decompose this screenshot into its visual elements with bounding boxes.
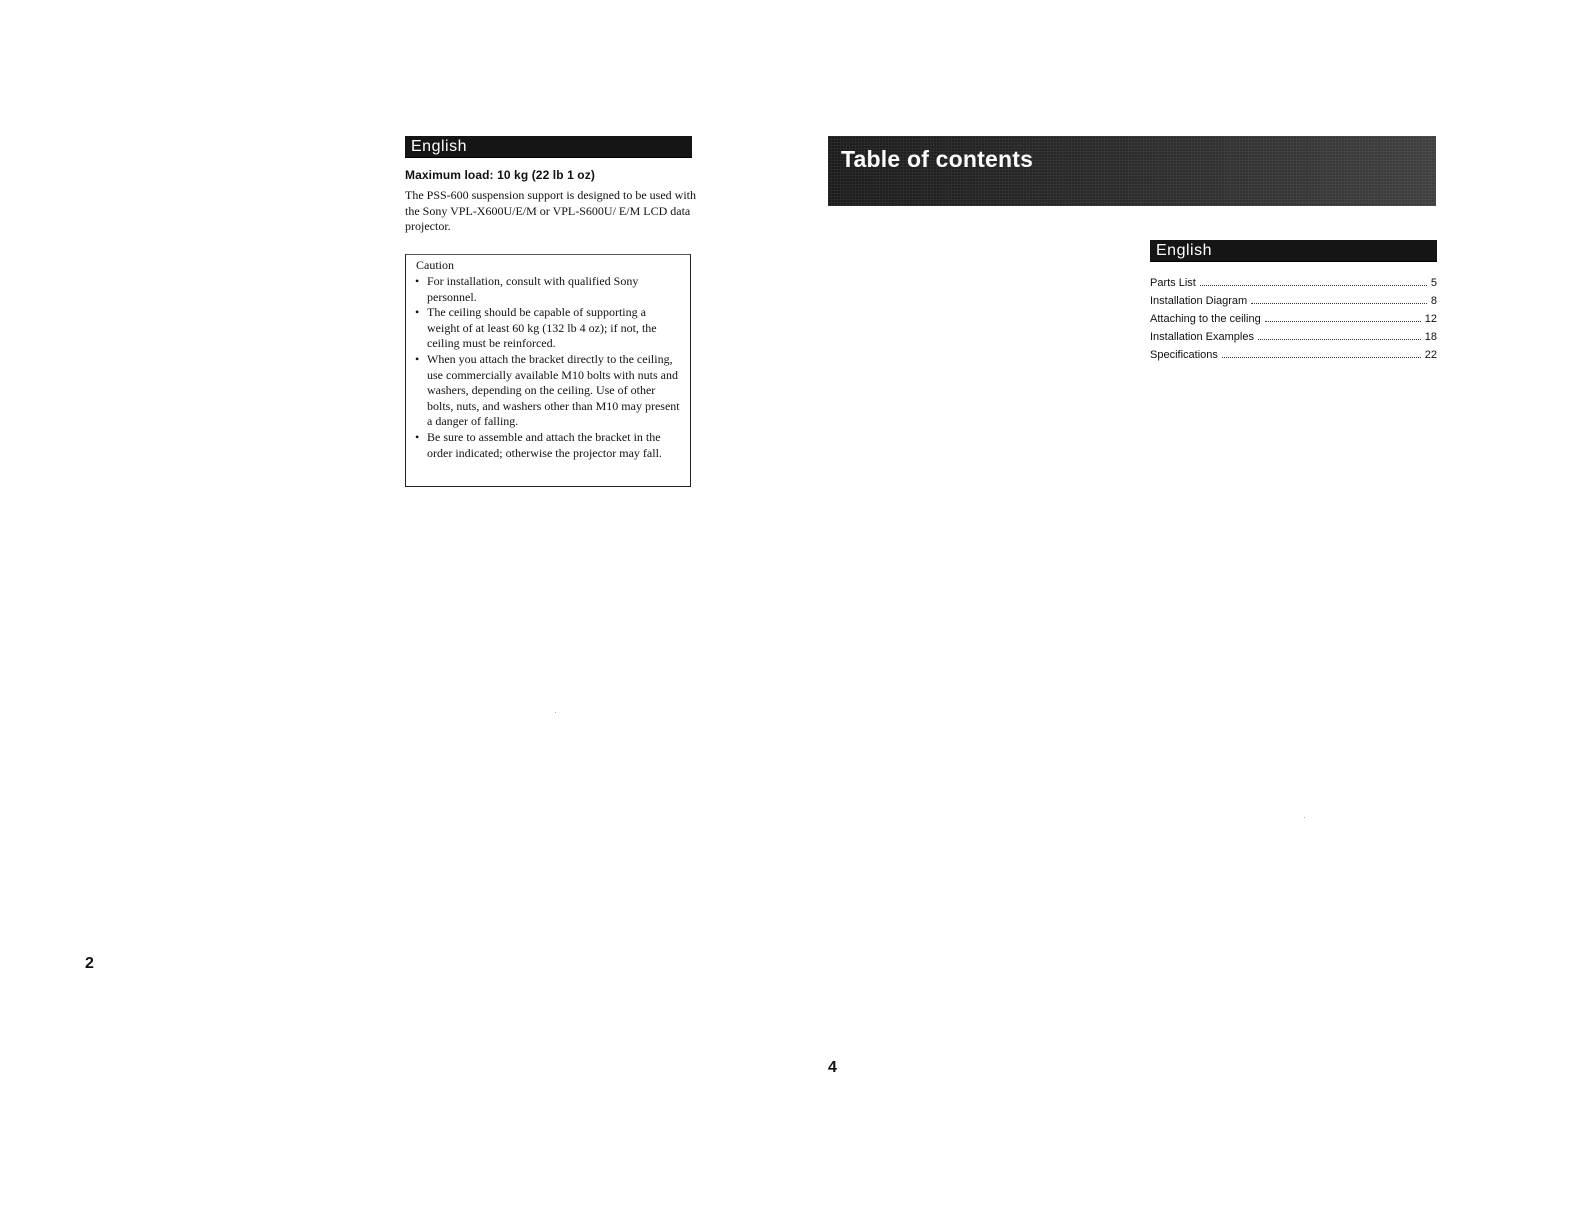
- toc-entry-page: 5: [1430, 277, 1437, 289]
- bullet-icon: •: [415, 274, 420, 288]
- toc-entry[interactable]: [1150, 310, 1437, 328]
- language-label: English: [1156, 242, 1212, 259]
- toc-entry[interactable]: [1150, 274, 1437, 292]
- toc-list: [1150, 274, 1437, 364]
- scan-speck: [555, 712, 556, 713]
- toc-entry[interactable]: [1150, 292, 1437, 310]
- caution-item: [415, 352, 681, 430]
- toc-entry[interactable]: [1150, 346, 1437, 364]
- page-number-right: 4: [828, 1059, 837, 1076]
- toc-leader-dots: [1265, 320, 1421, 322]
- toc-entry-label: Specifications: [1150, 349, 1218, 361]
- toc-entry[interactable]: [1150, 328, 1437, 346]
- caution-box: [405, 254, 691, 487]
- bullet-icon: •: [415, 429, 420, 444]
- bullet-icon: •: [415, 305, 420, 320]
- caution-item: [415, 430, 681, 461]
- language-label: English: [411, 138, 467, 155]
- toc-entry-page: 22: [1424, 349, 1437, 361]
- page-number-left: 2: [85, 955, 94, 972]
- toc-entry-page: 8: [1430, 295, 1437, 307]
- caution-title: Caution: [416, 258, 454, 272]
- max-load-heading: Maximum load: 10 kg (22 lb 1 oz): [405, 168, 595, 182]
- language-header-bar: [1150, 240, 1437, 262]
- toc-entry-label: Attaching to the ceiling: [1150, 313, 1261, 325]
- toc-leader-dots: [1251, 302, 1427, 304]
- toc-leader-dots: [1258, 338, 1421, 340]
- toc-title-banner: [828, 136, 1436, 206]
- caution-item-text: The ceiling should be capable of supporting a weight of at least 60 kg (132 lb 4 oz); if not, the ceiling must be reinforced.: [427, 305, 657, 351]
- toc-entry-page: 12: [1424, 313, 1437, 325]
- caution-item-text: Be sure to assemble and attach the bracket in the order indicated; otherwise the projector may fall.: [427, 429, 662, 460]
- toc-entry-label: Installation Examples: [1150, 331, 1254, 343]
- caution-item: [415, 305, 681, 352]
- caution-item-text: When you attach the bracket directly to the ceiling, use commercially available M10 bolts with nuts and washers, depending on the ceiling. Use of other bolts, nuts, and washers other than M10 may present a danger of falling.: [427, 351, 680, 429]
- caution-list: [415, 274, 681, 461]
- toc-leader-dots: [1200, 284, 1427, 286]
- caution-item: [415, 274, 681, 305]
- toc-entry-label: Installation Diagram: [1150, 295, 1248, 307]
- scan-speck: [1304, 817, 1305, 818]
- toc-entry-label: Parts List: [1150, 277, 1196, 289]
- toc-entry-page: 18: [1424, 331, 1437, 343]
- toc-leader-dots: [1222, 356, 1421, 358]
- bullet-icon: •: [415, 351, 420, 366]
- language-header-bar: [405, 136, 692, 158]
- page-title: Table of contents: [841, 146, 1034, 172]
- intro-paragraph: The PSS-600 suspension support is designed to be used with the Sony VPL-X600U/E/M or VPL-S600U/ E/M LCD data projector.: [405, 188, 696, 233]
- caution-item-text: For installation, consult with qualified Sony personnel.: [427, 274, 639, 304]
